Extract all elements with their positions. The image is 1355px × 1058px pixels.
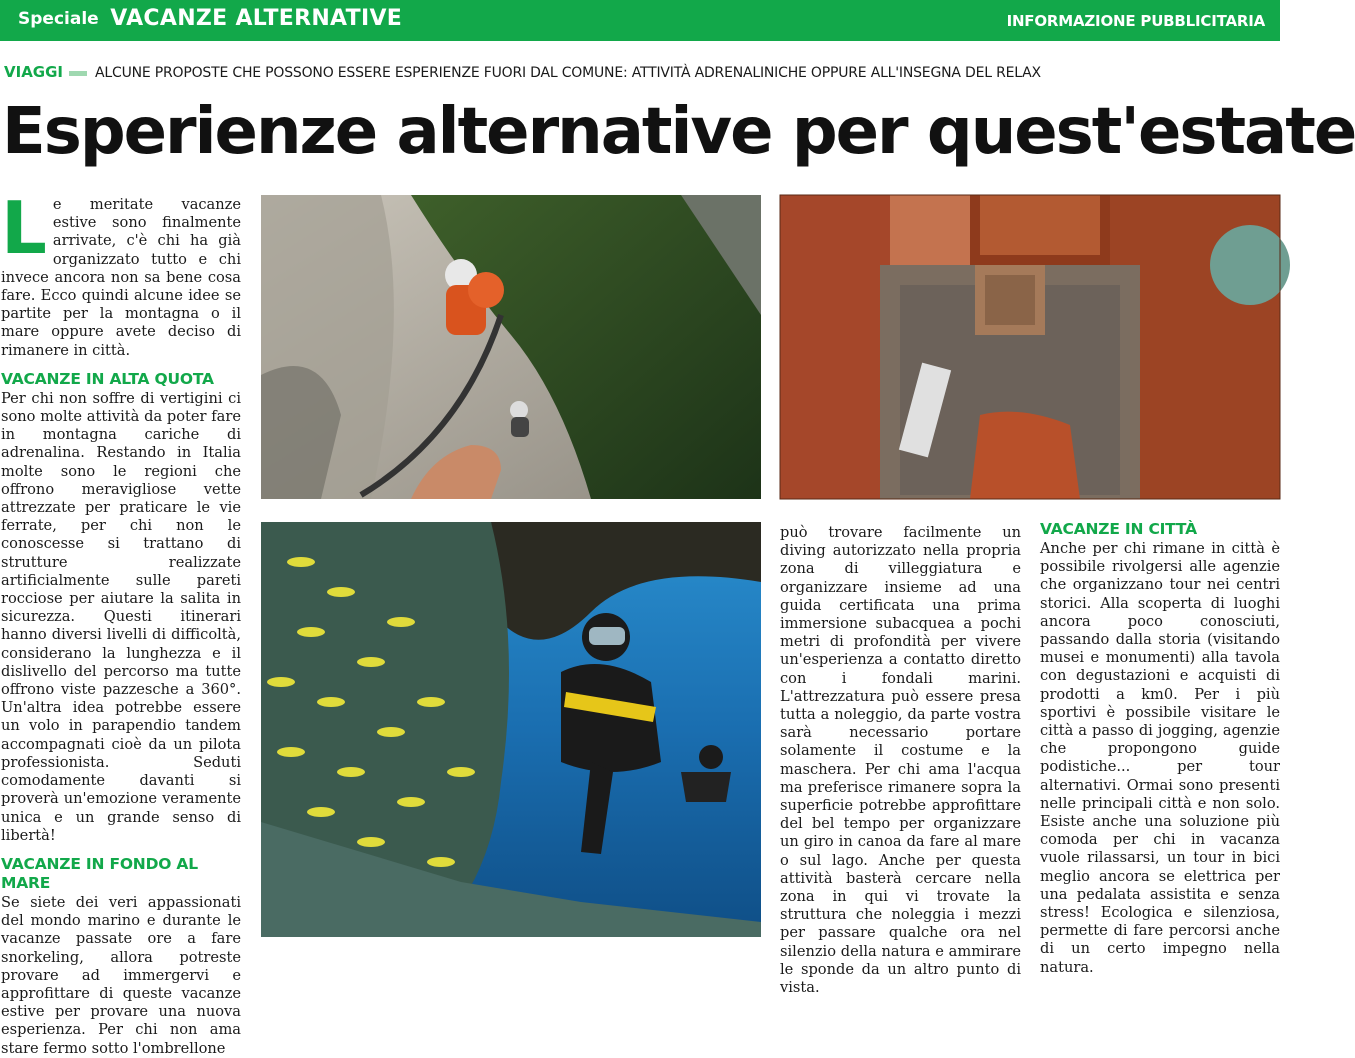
intro-text: e meritate vacanze estive sono finalmente arrivate, c'è chi ha già organizzato tutto e chi invece ancora non sa bene cosa fare. Ecco quindi alcune idee se partite per la montagna o il mare oppure avete deciso di rimanere in città. [1, 196, 241, 359]
kicker-line [4, 63, 1276, 83]
section-banner [0, 0, 1280, 41]
heading-sea: VACANZE IN FONDO AL MARE [1, 854, 198, 892]
sea-illustration [261, 522, 761, 937]
banner-title-group [18, 6, 402, 31]
advertising-notice: INFORMAZIONE PUBBLICITARIA [1006, 12, 1265, 30]
mountain-paragraph: Per chi non soffre di vertigini ci sono molte attività da poter fare in montagna cariche di adrenalina. Restando in Italia molte sono le regioni che offrono meravigliose vette attrezzate per praticare le vie ferrate, per chi non le conoscesse si trattano di strutture realizzate artificialmente sulle pareti rocciose per aiutare la salita in sicurezza. Questi itinerari hanno diversi livelli di difficoltà, considerano la lunghezza e il dislivello del percorso ma tutte offrono viste pazzesche a 360°. Un'altra idea potrebbe essere un volo in parapendio tandem accompagnati cioè da un pilota professionista. Seduti comodamente davanti si proverà un'emozione veramente unica e un grande senso di libertà! [1, 389, 241, 844]
page-title: Esperienze alternative per quest'estate [2, 95, 1355, 169]
banner-section-label: Speciale [18, 9, 99, 29]
banner-title: VACANZE ALTERNATIVE [110, 6, 403, 31]
city-paragraph: Anche per chi rimane in città è possibile rivolgersi alle agenzie che organizzano tour nei centri storici. Alla scoperta di luoghi ancora poco conosciuti, passando dalla storia (visitando musei e monumenti) alla tavola con degustazioni e acquisti di prodotti a km0. Per i più sportivi è possibile visitare le città a passo di jogging, agenzie che propongono guide podistiche... per tour alternativi. Ormai sono presenti nelle principali città e non solo. Esiste anche una soluzione più comoda per chi in vacanza vuole rilassarsi, un tour in bici meglio ancora se elettrica per una pedalata assistita e senza stress! Ecologica e silenziosa, permette di fare percorsi anche di un certo impegno nella natura. [1040, 540, 1280, 976]
article-column-4 [1040, 520, 1280, 976]
sea-paragraph: Se siete dei veri appassionati del mondo marino e durante le vacanze passate ore a fare snorkeling, allora potreste provare ad immergervi e approfittare di queste vacanze estive per provare una nuova esperienza. Per chi non ama stare fermo sotto l'ombrellone [1, 893, 241, 1057]
kicker-text: ALCUNE PROPOSTE CHE POSSONO ESSERE ESPERIENZE FUORI DAL COMUNE: ATTIVITÀ ADRENALINICHE OPPURE ALL'INSEGNA DEL RELAX [95, 65, 1041, 81]
article-column-3 [780, 524, 1021, 997]
climbing-photo [261, 195, 761, 499]
drop-cap: L [1, 186, 47, 270]
kicker-tag: VIAGGI [4, 63, 64, 81]
article-column-1 [1, 186, 241, 1057]
scuba-diving-photo [261, 522, 761, 937]
sea-continuation-paragraph: può trovare facilmente un diving autorizzato nella propria zona di villeggiatura e organizzare insieme ad una guida certificata una prima immersione subacquea a pochi metri di profondità per vivere un'esperienza a contatto diretto con i fondali marini. L'attrezzatura può essere presa tutta a noleggio, da parte vostra sarà necessario portare solamente il costume e la maschera. Per chi ama l'acqua ma preferisce rimanere sopra la superficie potrebbe approfittare del bel tempo per organizzare un giro in canoa da fare al mare o sul lago. Anche per questa attività basterà cercare nella zona in qui vi trovate la struttura che noleggia i mezzi per passare qualche ora nel silenzio della natura e ammirare le sponde da un altro punto di vista. [780, 524, 1021, 997]
intro-paragraph [1, 186, 241, 360]
climbing-illustration [261, 195, 761, 499]
kicker-divider [69, 71, 87, 76]
heading-city: VACANZE IN CITTÀ [1040, 520, 1197, 538]
city-rooftops-photo [780, 195, 1280, 499]
heading-mountain: VACANZE IN ALTA QUOTA [1, 369, 214, 388]
city-illustration [780, 195, 1280, 499]
